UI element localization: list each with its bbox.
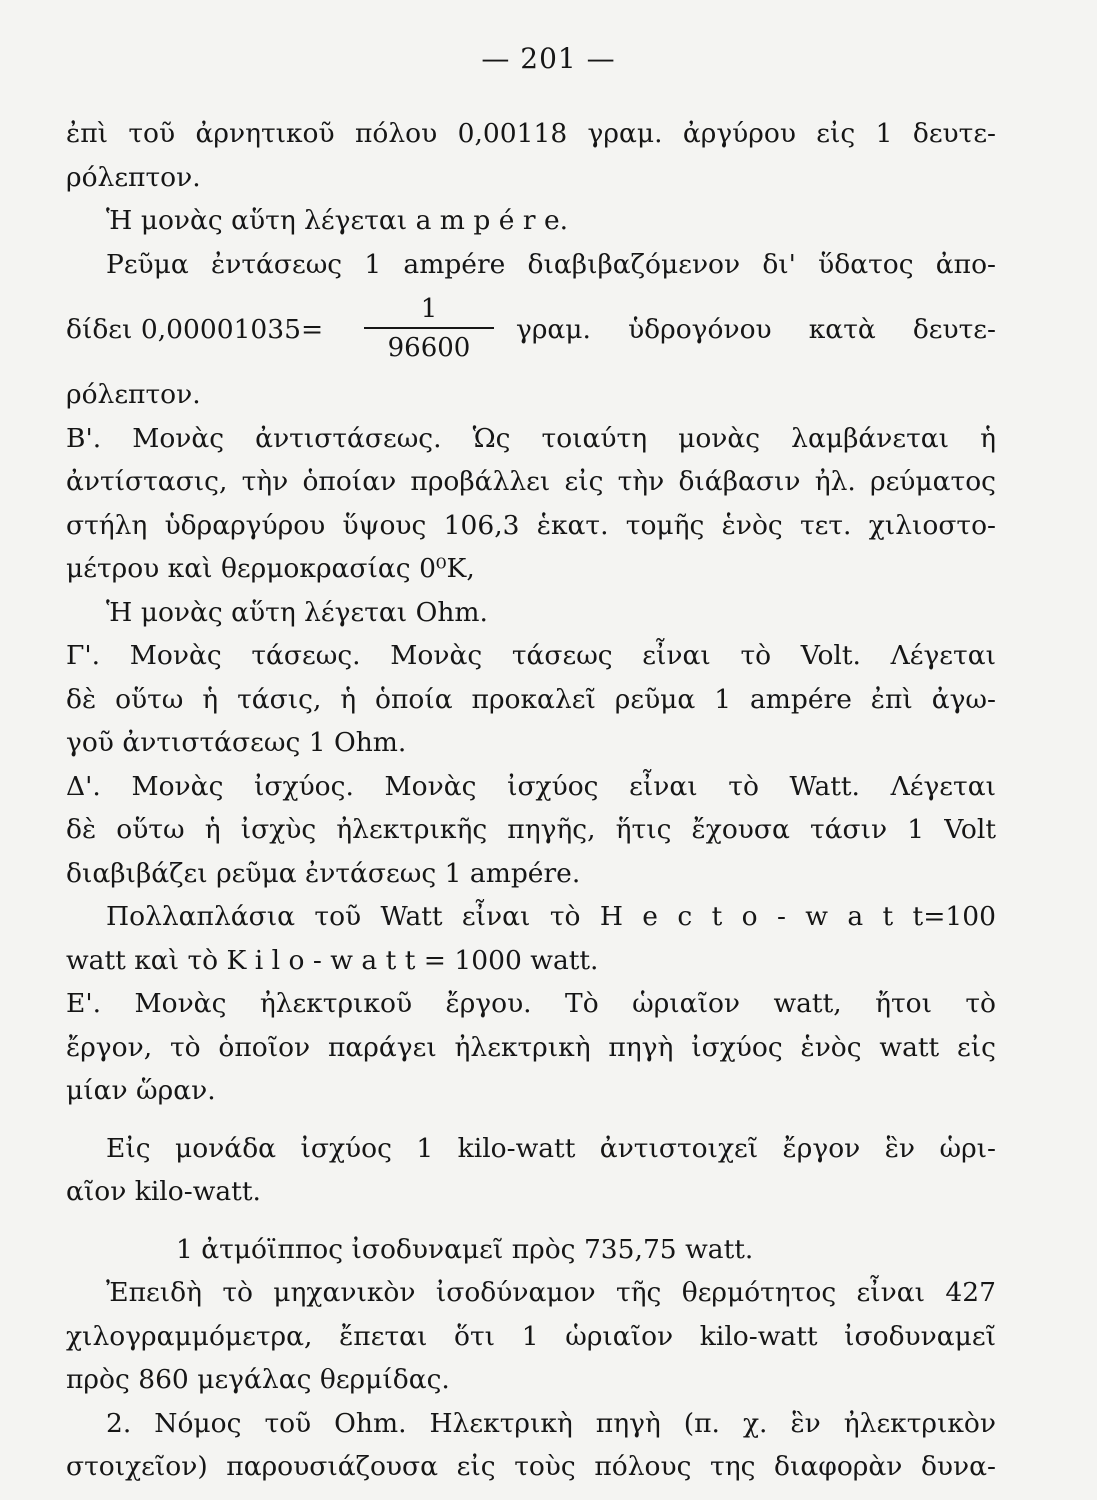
paragraph-gap [66,1113,996,1127]
text-line: ἐπὶ τοῦ ἀρνητικοῦ πόλου 0,00118 γραμ. ἀργύρου εἰς 1 δευτε- [66,118,996,149]
fraction [364,294,494,363]
text-line: αῖον kilo-watt. [66,1176,261,1207]
formula-left-text: δίδει 0,00001035= [66,314,324,345]
text-line: στήλη ὑδραργύρου ὕψους 106,3 ἑκατ. τομῆς ἑνὸς τετ. χιλιοστο- [66,509,996,541]
page-number: — 201 — [481,42,616,75]
text-line: 1 ἀτμόϊππος ἰσοδυναμεῖ πρὸς 735,75 watt. [176,1233,754,1265]
text-line: στοιχεῖον) παρουσιάζουσα εἰς τοὺς πόλους της διαφορὰν δυνα- [66,1451,996,1482]
section-heading-line: Ε'. Μονὰς ἠλεκτρικοῦ ἔργου. Τὸ ὡριαῖον watt, ἤτοι τὸ [66,988,996,1019]
text-line: Ἐπειδὴ τὸ μηχανικὸν ἰσοδύναμον τῆς θερμότητος εἶναι 427 [106,1277,996,1308]
text-line: ρόλεπτον. [66,161,201,193]
fraction-bar [364,327,494,329]
section-heading-line: 2. Νόμος τοῦ Ohm. Ηλεκτρικὴ πηγὴ (π. χ. ἓν ἠλεκτρικὸν [106,1407,996,1439]
text-line: Εἰς μονάδα ἰσχύος 1 kilo-watt ἀντιστοιχεῖ ἔργον ἓν ὡρι- [106,1132,996,1164]
text-line: χιλογραμμόμετρα, ἔπεται ὅτι 1 ὡριαῖον kilo-watt ἰσοδυναμεῖ [66,1320,996,1352]
section-heading-line: Γ'. Μονὰς τάσεως. Μονὰς τάσεως εἶναι τὸ Volt. Λέγεται [66,640,996,671]
fraction-numerator: 1 [420,294,438,324]
body-text [66,112,996,1489]
text-line: ἀντίστασις, τὴν ὁποίαν προβάλλει εἰς τὴν διάβασιν ἠλ. ρεύματος [66,466,996,497]
section-heading-line: Δ'. Μονὰς ἰσχύος. Μονὰς ἰσχύος εἶναι τὸ Watt. Λέγεται [66,770,996,802]
text-line: Ἡ μονὰς αὕτη λέγεται Ohm. [106,596,488,628]
formula-right-text: γραμ. ὑδρογόνου κατὰ δευτε- [516,314,996,345]
text-line: Ρεῦμα ἐντάσεως 1 ampére διαβιβαζόμενον δι' ὕδατος ἀπο- [106,248,996,280]
text-line: Πολλαπλάσια τοῦ Watt εἶναι τὸ H e c t o - w a t t=100 [106,901,996,932]
text-line: μίαν ὥραν. [66,1075,216,1106]
text-line: ρόλεπτον. [66,379,201,410]
text-line: διαβιβάζει ρεῦμα ἐντάσεως 1 ampére. [66,857,581,889]
text-line: watt καὶ τὸ K i l o - w a t t = 1000 watt. [66,944,599,976]
formula-line [66,286,996,373]
text-line: γοῦ ἀντιστάσεως 1 Ohm. [66,727,407,758]
text-line: δὲ οὕτω ἡ τάσις, ἡ ὁποία προκαλεῖ ρεῦμα 1 ampére ἐπὶ ἀγω- [66,683,996,715]
text-line: ἔργον, τὸ ὁποῖον παράγει ἠλεκτρικὴ πηγὴ ἰσχύος ἑνὸς watt εἰς [66,1031,996,1063]
text-line: μέτρου καὶ θερμοκρασίας 0⁰Κ, [66,553,475,584]
text-line: δὲ οὕτω ἡ ἰσχὺς ἠλεκτρικῆς πηγῆς, ἥτις ἔχουσα τάσιν 1 Volt [66,814,996,845]
text-line: πρὸς 860 μεγάλας θερμίδας. [66,1364,450,1395]
text-line: Ἡ μονὰς αὕτη λέγεται a m p é r e. [106,205,569,236]
fraction-denominator: 96600 [387,333,471,363]
paragraph-gap [66,1214,996,1228]
section-heading-line: Β'. Μονὰς ἀντιστάσεως. Ὡς τοιαύτη μονὰς λαμβάνεται ἡ [66,422,996,454]
